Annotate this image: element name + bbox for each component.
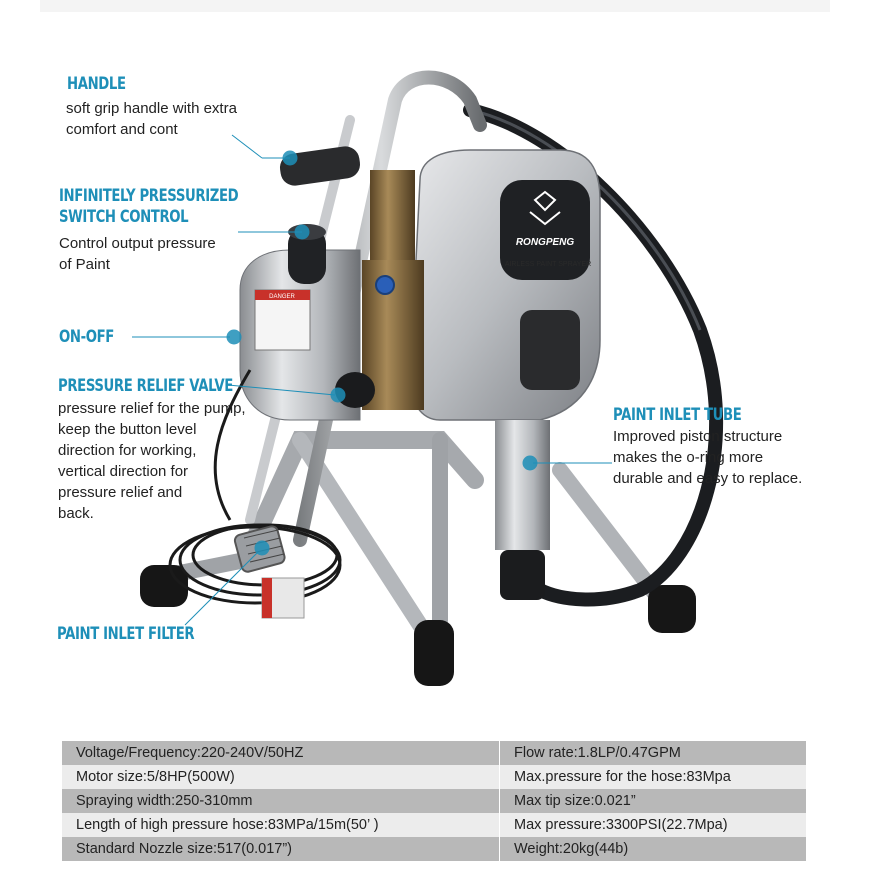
warning-label: DANGER <box>269 294 295 300</box>
pump-cylinder <box>370 170 415 260</box>
callout-relief-title: PRESSURE RELIEF VALVE <box>58 376 233 396</box>
callout-onoff-title: ON-OFF <box>59 327 114 347</box>
callout-relief-desc: pressure relief for the pump, keep the button level direction for working, vertical direction for pressure relief and back. <box>58 400 246 522</box>
spec-row <box>62 741 806 765</box>
spec-right: Max pressure:3300PSI(22.7Mpa) <box>500 813 807 837</box>
model-label: AIRLESS PAINT SPRAYER <box>504 261 592 268</box>
callout-switch-title: INFINITELY PRESSURIZED SWITCH CONTROL <box>59 186 239 227</box>
spec-left: Standard Nozzle size:517(0.017”) <box>62 837 500 861</box>
callout-handle-desc: soft grip handle with extra comfort and cont <box>66 100 237 138</box>
spec-left: Voltage/Frequency:220-240V/50HZ <box>62 741 500 765</box>
brand-label: RONGPENG <box>515 237 575 248</box>
spec-row <box>62 789 806 813</box>
spec-left: Length of high pressure hose:83MPa/15m(50’ ) <box>62 813 500 837</box>
spec-row <box>62 837 806 861</box>
callout-filter-title: PAINT INLET FILTER <box>57 624 195 644</box>
spec-row <box>62 813 806 837</box>
spec-right: Weight:20kg(44b) <box>500 837 807 861</box>
spec-right: Flow rate:1.8LP/0.47GPM <box>500 741 807 765</box>
spec-right: Max.pressure for the hose:83Mpa <box>500 765 807 789</box>
inlet-tube <box>495 420 550 550</box>
feet-icon <box>140 565 696 686</box>
callout-inlet-tube-desc: Improved piston structure makes the o-ring more durable and easy to replace. <box>613 428 803 487</box>
spec-row <box>62 765 806 789</box>
spec-left: Motor size:5/8HP(500W) <box>62 765 500 789</box>
callout-switch-desc: Control output pressure of Paint <box>59 235 216 273</box>
spec-left: Spraying width:250-310mm <box>62 789 500 813</box>
spec-right: Max tip size:0.021” <box>500 789 807 813</box>
callout-handle-title: HANDLE <box>67 74 126 94</box>
callout-inlet-tube-title: PAINT INLET TUBE <box>613 405 742 425</box>
spec-table <box>62 741 806 861</box>
